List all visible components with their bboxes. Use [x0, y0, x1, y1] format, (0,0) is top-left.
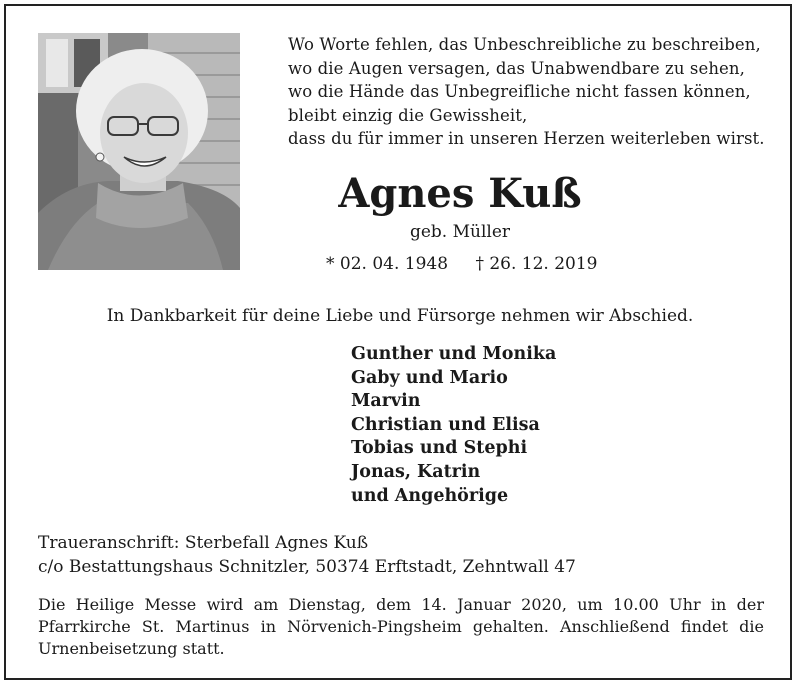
deceased-name: Agnes Kuß [338, 170, 582, 217]
address-line-1: Traueranschrift: Sterbefall Agnes Kuß [38, 533, 369, 553]
mourner-entry: Marvin [351, 391, 421, 412]
maiden-name: geb. Müller [409, 222, 511, 242]
poem [288, 33, 768, 151]
portrait-illustration [38, 33, 240, 270]
portrait-photo [38, 33, 240, 270]
farewell-text: In Dankbarkeit für deine Liebe und Fürsorge nehmen wir Abschied. [106, 306, 694, 326]
poem-line: dass du für immer in unseren Herzen weiterleben wirst. [288, 129, 765, 148]
mourner-entry: Gunther und Monika [351, 344, 557, 364]
poem-line: wo die Hände das Unbegreifliche nicht fassen können, [288, 82, 751, 101]
mourners-list [351, 343, 651, 508]
poem-line: Wo Worte fehlen, das Unbeschreibliche zu beschreiben, [288, 35, 761, 54]
birth-date: * 02. 04. 1948 [326, 254, 449, 274]
mourner-entry: Gaby und Mario [351, 367, 508, 388]
life-dates [326, 252, 626, 276]
mass-notice: Die Heilige Messe wird am Dienstag, dem 14. Januar 2020, um 10.00 Uhr in der Pfarrkirche St. Martinus in Nörvenich-Pingsheim gehalten. Anschließend findet die Urnenbeisetzung statt. [38, 595, 764, 658]
poem-line: wo die Augen versagen, das Unabwendbare zu sehen, [288, 58, 745, 78]
mourner-entry: Christian und Elisa [351, 414, 540, 435]
poem-line: bleibt einzig die Gewissheit, [288, 105, 528, 125]
mourner-entry: und Angehörige [351, 485, 509, 506]
mourner-entry: Tobias und Stephi [351, 438, 528, 459]
death-date: † 26. 12. 2019 [475, 254, 598, 274]
mourner-entry: Jonas, Katrin [351, 461, 481, 482]
address-line-2: c/o Bestattungshaus Schnitzler, 50374 Erftstadt, Zehntwall 47 [38, 557, 576, 577]
mourning-address [38, 531, 778, 579]
